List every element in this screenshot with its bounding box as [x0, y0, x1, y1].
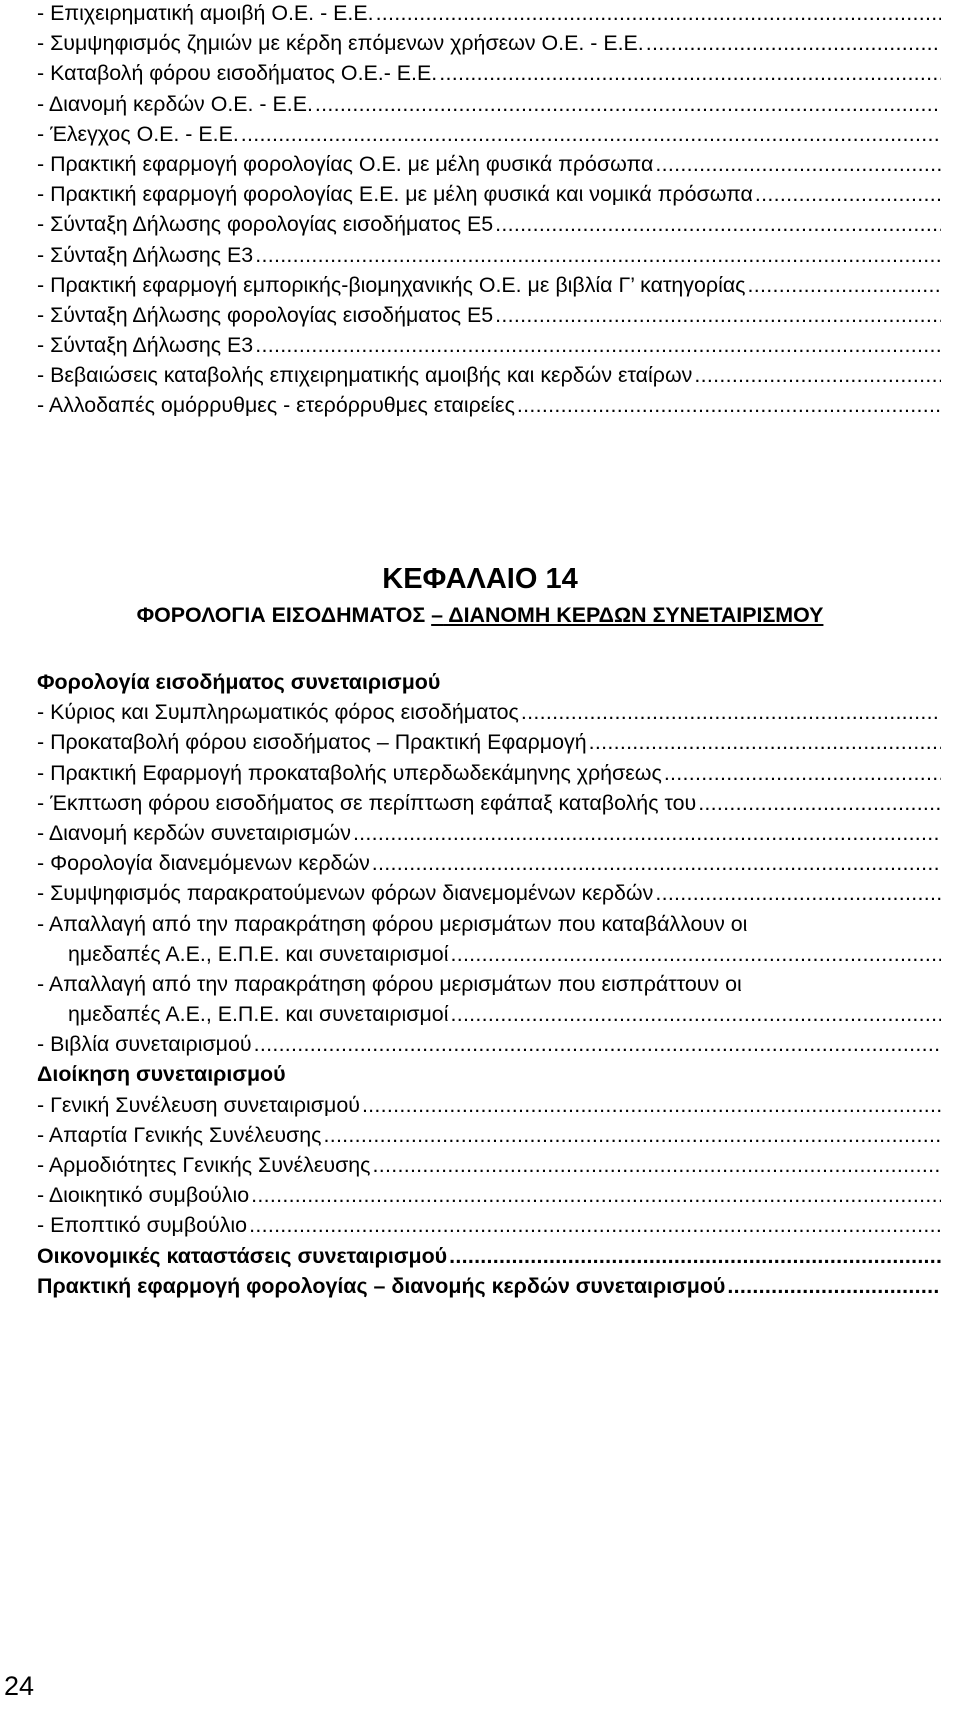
toc-entry-text: - Αλλοδαπές ομόρρυθμες - ετερόρρυθμες εταιρείες	[37, 393, 515, 418]
toc-entry	[37, 848, 941, 878]
dot-leader	[362, 1090, 941, 1120]
dot-leader	[439, 58, 941, 88]
dot-leader	[376, 0, 941, 28]
toc-entry-text: - Αρμοδιότητες Γενικής Συνέλευσης	[37, 1153, 371, 1177]
toc-entry	[37, 149, 941, 179]
toc-entry	[37, 89, 941, 119]
toc-entry	[37, 270, 941, 300]
dot-leader	[664, 758, 941, 788]
toc-top-list	[37, 0, 941, 421]
toc-entry-text: - Γενική Συνέλευση συνεταιρισμού	[37, 1092, 360, 1117]
toc-entry-text: - Προκαταβολή φόρου εισοδήματος – Πρακτική Εφαρμογή	[37, 730, 587, 755]
toc-entry-text: - Σύνταξη Δήλωσης φορολογίας εισοδήματος Ε5	[37, 302, 494, 327]
toc-entry	[37, 758, 941, 788]
toc-entry-bold	[37, 1241, 941, 1271]
toc-entry-text: - Πρακτική Εφαρμογή προκαταβολής υπερδωδεκάμηνης χρήσεως	[37, 760, 662, 785]
dot-leader	[698, 788, 941, 818]
toc-entry-text: - Βιβλία συνεταιρισμού	[37, 1032, 252, 1057]
dot-leader	[254, 1029, 941, 1059]
toc-entry-wrapped	[37, 969, 941, 1029]
dot-leader	[450, 939, 941, 969]
toc-entry-text: - Συμψηφισμός ζημιών με κέρδη επόμενων χρήσεων Ο.Ε. - Ε.Ε.	[37, 31, 644, 56]
toc-entry	[37, 1120, 941, 1150]
toc-entry	[37, 727, 941, 757]
dot-leader	[727, 1271, 941, 1301]
toc-entry-text: - Επιχειρηματική αμοιβή Ο.Ε. - Ε.Ε.	[37, 1, 374, 25]
toc-entry	[37, 300, 941, 330]
toc-entry-text: - Έκπτωση φόρου εισοδήματος σε περίπτωση εφάπαξ καταβολής του	[37, 790, 697, 815]
dot-leader	[353, 818, 941, 848]
dot-leader	[315, 89, 941, 119]
toc-entry	[37, 209, 941, 239]
toc-entry	[37, 240, 941, 270]
toc-entry-text: - Φορολογία διανεμόμενων κερδών	[37, 851, 370, 876]
toc-entry	[37, 878, 941, 908]
dot-leader	[655, 149, 941, 179]
section-heading: Φορολογία εισοδήματος συνεταιρισμού	[37, 670, 441, 694]
toc-entry-text: - Διανομή κερδών Ο.Ε. - Ε.Ε.	[37, 91, 313, 116]
dot-leader	[495, 300, 941, 330]
toc-entry-text: - Σύνταξη Δήλωσης Ε3	[37, 333, 254, 358]
toc-entry-text: - Συμψηφισμός παρακρατούμενων φόρων διανεμομένων κερδών	[37, 881, 654, 906]
page-number: 24	[4, 1671, 35, 1701]
toc-entry	[37, 0, 941, 28]
toc-entry-text: - Απαλλαγή από την παρακράτηση φόρου μερισμάτων που εισπράττουν οι	[37, 971, 742, 996]
toc-entry-text: - Απαρτία Γενικής Συνέλευσης	[37, 1122, 322, 1147]
toc-entry-continuation	[37, 939, 941, 969]
dot-leader	[655, 878, 941, 908]
toc-entry	[37, 330, 941, 360]
dot-leader	[748, 270, 942, 300]
toc-entry-text: - Διανομή κερδών συνεταιρισμών	[37, 820, 351, 845]
dot-leader	[495, 209, 941, 239]
toc-entry	[37, 818, 941, 848]
toc-entry	[37, 360, 941, 390]
dot-leader	[255, 240, 941, 270]
toc-entry	[37, 179, 941, 209]
toc-entry	[37, 58, 941, 88]
toc-entry	[37, 788, 941, 818]
toc-entry	[37, 1180, 941, 1210]
toc-entry	[37, 1090, 941, 1120]
toc-entry-text: - Κύριος και Συμπληρωματικός φόρος εισοδήματος	[37, 700, 519, 725]
toc-entry	[37, 1029, 941, 1059]
dot-leader	[517, 390, 941, 420]
toc-entry	[37, 697, 941, 727]
dot-leader	[255, 330, 941, 360]
toc-entry-bold	[37, 1271, 941, 1301]
toc-entry-text: - Καταβολή φόρου εισοδήματος Ο.Ε.- Ε.Ε.	[37, 61, 438, 86]
dot-leader	[449, 1241, 941, 1271]
chapter-subtitle	[0, 601, 960, 629]
toc-entry	[37, 28, 941, 58]
dot-leader	[372, 848, 941, 878]
dot-leader	[646, 28, 941, 58]
dot-leader	[372, 1150, 941, 1180]
toc-entry-text: - Διοικητικό συμβούλιο	[37, 1183, 250, 1208]
toc-entry-text: - Σύνταξη Δήλωσης φορολογίας εισοδήματος Ε5	[37, 212, 494, 237]
toc-entry-text: ημεδαπές Α.Ε., Ε.Π.Ε. και συνεταιρισμοί	[68, 1002, 449, 1027]
section-heading: Διοίκηση συνεταιρισμού	[37, 1062, 286, 1087]
chapter-title: ΚΕΦΑΛΑΙΟ 14	[382, 563, 578, 595]
toc-entry-text: - Έλεγχος Ο.Ε. - Ε.Ε.	[37, 121, 239, 146]
dot-leader	[694, 360, 941, 390]
dot-leader	[251, 1180, 941, 1210]
toc-entry-wrapped	[37, 909, 941, 969]
dot-leader	[249, 1210, 941, 1240]
toc-entry-text: - Απαλλαγή από την παρακράτηση φόρου μερισμάτων που καταβάλλουν οι	[37, 911, 748, 936]
toc-entry-text: ημεδαπές Α.Ε., Ε.Π.Ε. και συνεταιρισμοί	[68, 941, 449, 966]
toc-entry-text: - Πρακτική εφαρμογή φορολογίας Ο.Ε. με μέλη φυσικά πρόσωπα	[37, 151, 654, 176]
toc-entry-text: - Εποπτικό συμβούλιο	[37, 1213, 248, 1238]
toc-entry-text: - Βεβαιώσεις καταβολής επιχειρηματικής αμοιβής και κερδών εταίρων	[37, 363, 693, 388]
dot-leader	[323, 1120, 941, 1150]
section-heading: Οικονομικές καταστάσεις συνεταιρισμού	[37, 1243, 448, 1268]
toc-entry-text: - Πρακτική εφαρμογή εμπορικής-βιομηχανικής Ο.Ε. με βιβλία Γ’ κατηγορίας	[37, 272, 746, 297]
dot-leader	[521, 697, 941, 727]
chapter-subtitle-part2: ΔΙΑΝΟΜΗ ΚΕΡΔΩΝ ΣΥΝΕΤΑΙΡΙΣΜΟΥ	[443, 603, 824, 627]
dot-leader	[450, 999, 941, 1029]
dot-leader	[755, 179, 941, 209]
toc-entry	[37, 119, 941, 149]
toc-entry	[37, 1210, 941, 1240]
toc-entry-text: - Σύνταξη Δήλωσης Ε3	[37, 242, 254, 267]
chapter-subtitle-dash: –	[431, 603, 444, 627]
dot-leader	[589, 727, 941, 757]
toc-entry-continuation	[37, 999, 941, 1029]
toc-chapter-14-list	[37, 667, 941, 1301]
toc-entry-text: - Πρακτική εφαρμογή φορολογίας Ε.Ε. με μέλη φυσικά και νομικά πρόσωπα	[37, 182, 753, 207]
chapter-subtitle-part1: ΦΟΡΟΛΟΓΙΑ ΕΙΣΟΔΗΜΑΤΟΣ	[136, 603, 432, 627]
toc-entry	[37, 390, 941, 420]
toc-entry	[37, 1150, 941, 1180]
section-heading: Πρακτική εφαρμογή φορολογίας – διανομής κερδών συνεταιρισμού	[37, 1273, 726, 1298]
dot-leader	[241, 119, 941, 149]
